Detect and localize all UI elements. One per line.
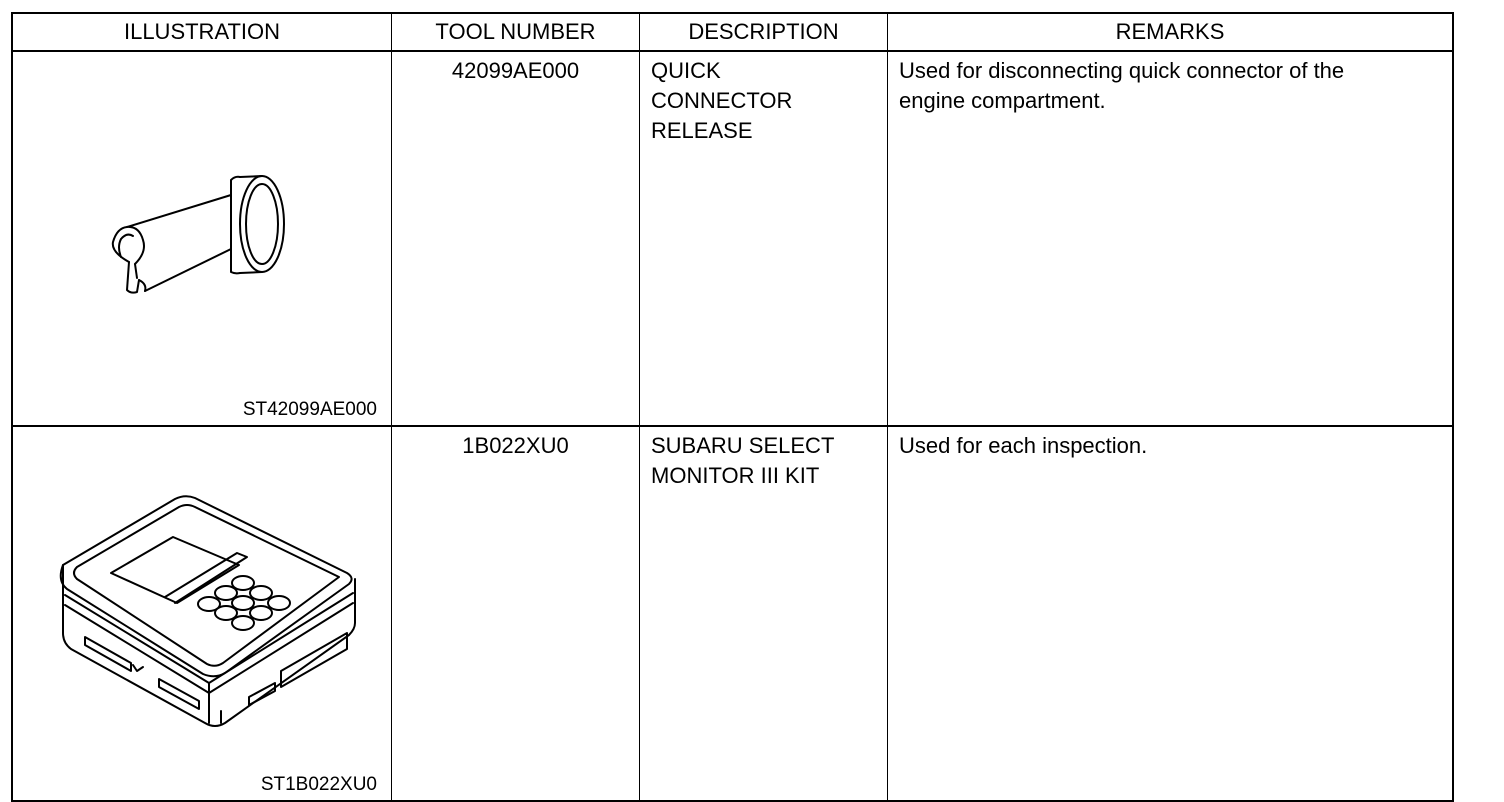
remarks-cell <box>888 51 1454 426</box>
illustration-caption: ST1B022XU0 <box>260 774 377 795</box>
description-line: RELEASE <box>651 118 753 143</box>
description-cell <box>640 426 888 801</box>
special-tools-table <box>11 12 1454 802</box>
illustration-cell <box>12 51 392 426</box>
select-monitor-device-icon <box>13 427 391 794</box>
illustration-caption: ST42099AE000 <box>242 399 377 420</box>
table-row <box>12 426 1453 801</box>
remarks-line: Used for each inspection. <box>899 433 1148 458</box>
remarks-line: engine compartment. <box>899 88 1106 113</box>
description-line: SUBARU SELECT <box>651 433 835 458</box>
table-header-row <box>12 13 1453 51</box>
header-description: DESCRIPTION <box>640 13 888 51</box>
remarks-line: Used for disconnecting quick connector of the <box>899 58 1345 83</box>
description-line: MONITOR III KIT <box>651 463 820 488</box>
remarks-cell <box>888 426 1454 801</box>
header-illustration: ILLUSTRATION <box>12 13 392 51</box>
tool-number-cell: 1B022XU0 <box>392 426 640 801</box>
description-cell <box>640 51 888 426</box>
quick-connector-release-tool-icon <box>13 52 391 419</box>
description-line: QUICK <box>651 58 721 83</box>
description-line: CONNECTOR <box>651 88 793 113</box>
table-row <box>12 51 1453 426</box>
tool-number-cell: 42099AE000 <box>392 51 640 426</box>
illustration-cell <box>12 426 392 801</box>
header-remarks: REMARKS <box>888 13 1454 51</box>
header-tool-number: TOOL NUMBER <box>392 13 640 51</box>
